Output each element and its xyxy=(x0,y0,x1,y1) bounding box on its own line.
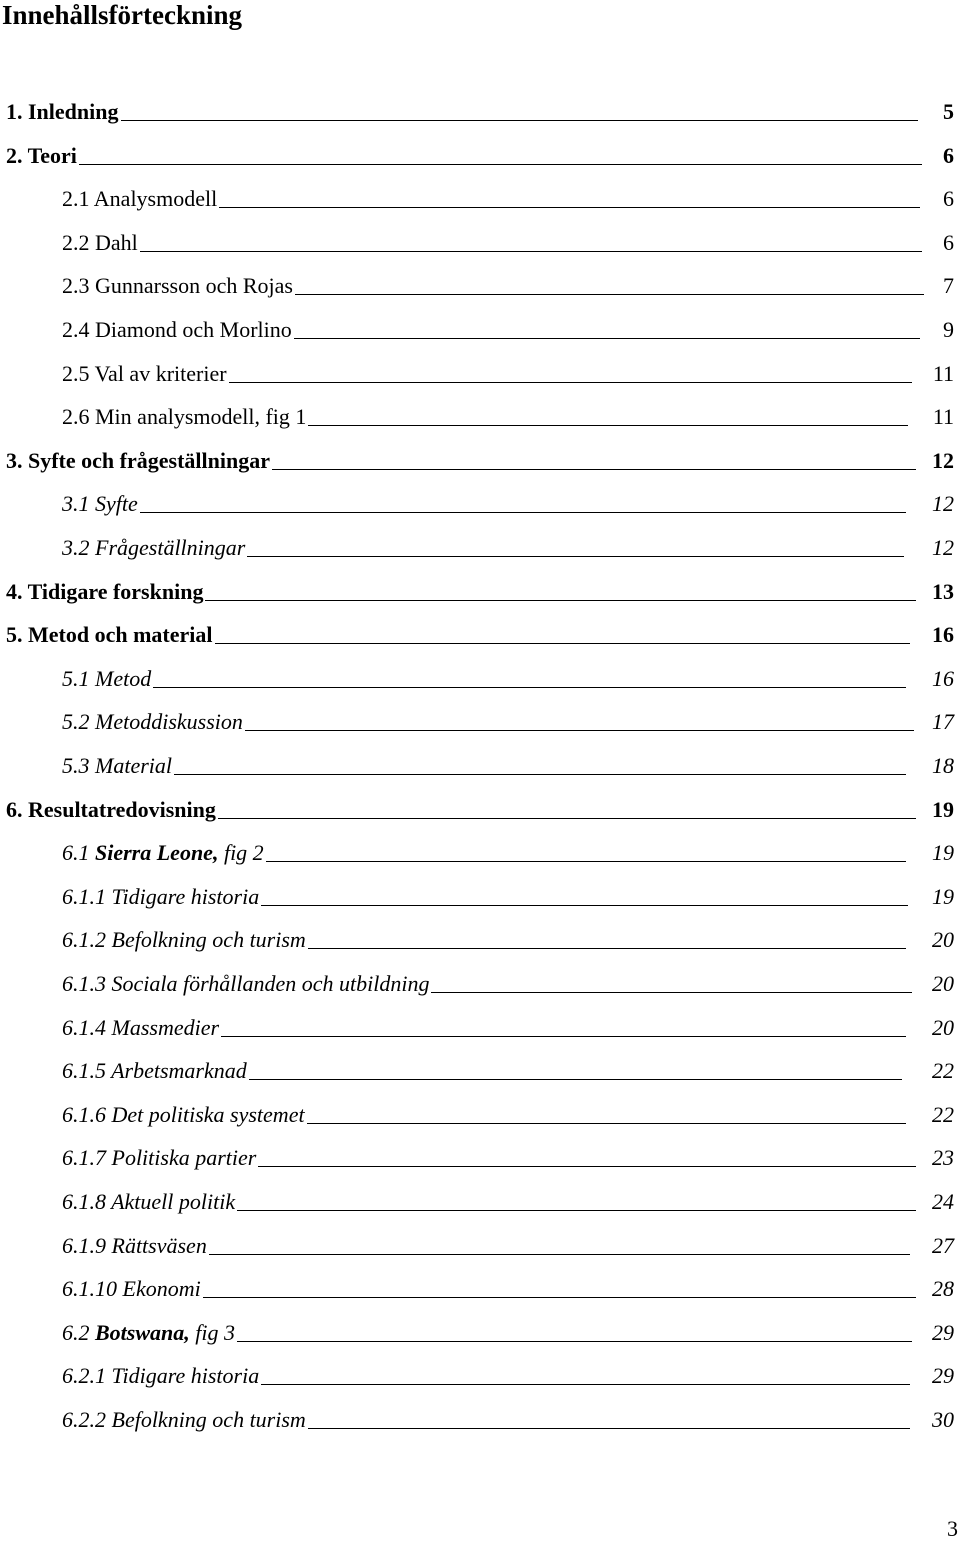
toc-entry[interactable] xyxy=(62,924,954,956)
toc-entry-page: 24 xyxy=(932,1189,954,1214)
toc-entry-label-suffix: fig 2 xyxy=(218,840,264,866)
toc-entry-label: 1. Inledning xyxy=(6,99,119,124)
toc-entry-leader xyxy=(266,861,906,862)
toc-entry-leader xyxy=(247,556,904,557)
toc-entry-label: 6.1.2 Befolkning och turism xyxy=(62,927,306,953)
toc-entry-page: 22 xyxy=(932,1101,954,1127)
toc-entry-label: 6.1.7 Politiska partier xyxy=(62,1145,257,1171)
toc-entry-page: 20 xyxy=(932,1014,954,1040)
toc-entry[interactable] xyxy=(62,750,954,782)
toc-entry[interactable] xyxy=(62,1230,954,1262)
toc-entry[interactable] xyxy=(62,1055,954,1087)
toc-entry-page: 27 xyxy=(932,1232,954,1258)
toc-entry-leader xyxy=(237,1210,916,1211)
toc-entry-page: 11 xyxy=(932,360,954,386)
toc-entry-label: 6.2.1 Tidigare historia xyxy=(62,1363,260,1389)
toc-entry[interactable] xyxy=(6,576,954,608)
toc-entry-label: 6.1.10 Ekonomi xyxy=(62,1276,201,1302)
toc-entry[interactable] xyxy=(62,881,954,913)
toc-entry-label: 2.3 Gunnarsson och Rojas xyxy=(62,273,293,299)
toc-entry-leader xyxy=(219,207,920,208)
toc-entry[interactable] xyxy=(62,183,954,215)
toc-entry-leader xyxy=(205,600,916,601)
toc-entry-leader xyxy=(229,382,912,383)
toc-entry-label: 2.6 Min analysmodell, fig 1 xyxy=(62,404,307,430)
toc-entry-page: 16 xyxy=(932,622,954,648)
toc-entry[interactable] xyxy=(62,401,954,433)
toc-entry-label-emphasis: Botswana, xyxy=(95,1319,190,1345)
toc-entry[interactable] xyxy=(62,1012,954,1044)
toc-entry-page: 30 xyxy=(932,1407,954,1432)
toc-entry-label-suffix: fig 3 xyxy=(189,1319,235,1345)
toc-entry-page: 6 xyxy=(943,229,954,255)
toc-entry-label: 6.1.4 Massmedier xyxy=(62,1014,220,1040)
toc-entry-leader xyxy=(209,1254,910,1255)
toc-entry-leader xyxy=(79,164,922,165)
toc-entry-leader xyxy=(174,774,906,775)
toc-entry-page: 19 xyxy=(932,840,954,866)
toc-entry-label: 5. Metod och material xyxy=(6,622,213,648)
toc-entry-page: 22 xyxy=(932,1058,954,1084)
toc-entry-label: 2.4 Diamond och Morlino xyxy=(62,317,292,342)
toc-entry-leader xyxy=(153,687,906,688)
toc-entry-label-prefix: 6.1 xyxy=(62,840,95,866)
toc-entry-leader xyxy=(140,512,906,513)
toc-entry-leader xyxy=(215,643,911,644)
toc-entry-page: 5 xyxy=(943,99,954,124)
toc-entry-page: 6 xyxy=(943,142,954,168)
toc-entry-page: 6 xyxy=(943,186,954,212)
toc-entry-label: 2.2 Dahl xyxy=(62,229,138,255)
toc-entry-label: 5.2 Metoddiskussion xyxy=(62,709,243,735)
toc-entry-label: 6.1.8 Aktuell politik xyxy=(62,1189,236,1214)
toc-entry-leader xyxy=(249,1079,902,1080)
toc-entry[interactable] xyxy=(62,1273,954,1305)
toc-entry-page: 19 xyxy=(932,796,954,822)
toc-entry-leader xyxy=(261,905,908,906)
toc-entry[interactable] xyxy=(62,227,954,259)
toc-entry-leader xyxy=(218,818,916,819)
toc-entry[interactable] xyxy=(62,314,954,346)
toc-entry-leader xyxy=(431,992,912,993)
toc-entry[interactable] xyxy=(62,1404,954,1436)
toc-entry-page: 9 xyxy=(943,317,954,342)
toc-entry-leader xyxy=(221,1036,906,1037)
toc-entry-leader xyxy=(308,1428,910,1429)
toc-entry-page: 20 xyxy=(932,971,954,996)
toc-entry-page: 11 xyxy=(932,404,954,430)
toc-entry-label: 6. Resultatredovisning xyxy=(6,796,216,822)
toc-entry-label xyxy=(62,837,264,869)
toc-entry-leader xyxy=(258,1166,916,1167)
toc-entry[interactable] xyxy=(62,706,954,738)
toc-entry-page: 29 xyxy=(932,1319,954,1345)
toc-entry-page: 17 xyxy=(932,709,954,735)
toc-entry[interactable] xyxy=(6,140,954,172)
toc-entry-label: 3. Syfte och frågeställningar xyxy=(6,447,270,473)
toc-entry-leader xyxy=(203,1297,916,1298)
toc-entry-label: 2.1 Analysmodell xyxy=(62,186,218,212)
toc-entry-leader xyxy=(272,469,916,470)
toc-entry-label: 5.1 Metod xyxy=(62,665,152,691)
toc-entry-leader xyxy=(308,948,906,949)
toc-entry-page: 12 xyxy=(932,491,954,517)
toc-entry[interactable] xyxy=(62,1099,954,1131)
toc-entry[interactable] xyxy=(62,837,954,869)
toc-entry-label xyxy=(62,1317,235,1349)
toc-entry-label: 5.3 Material xyxy=(62,753,172,778)
toc-entry[interactable] xyxy=(6,794,954,826)
toc-entry[interactable] xyxy=(6,445,954,477)
toc-entry-page: 7 xyxy=(943,273,954,299)
toc-entry-label-prefix: 6.2 xyxy=(62,1319,95,1345)
toc-entry-leader xyxy=(307,1123,906,1124)
toc-entry-page: 16 xyxy=(932,665,954,691)
page-title: Innehållsförteckning xyxy=(2,0,243,30)
toc-entry-leader xyxy=(294,338,920,339)
toc-entry-page: 28 xyxy=(932,1276,954,1302)
toc-entry-label: 6.1.3 Sociala förhållanden och utbildning xyxy=(62,971,430,996)
toc-entry-page: 20 xyxy=(932,927,954,953)
toc-entry[interactable] xyxy=(62,1142,954,1174)
toc-entry-page: 29 xyxy=(932,1363,954,1389)
toc-entry[interactable] xyxy=(62,968,954,1000)
toc-entry-label: 6.1.6 Det politiska systemet xyxy=(62,1101,305,1127)
toc-entry-page: 18 xyxy=(932,753,954,778)
toc-entry-leader xyxy=(308,425,908,426)
toc-entry[interactable] xyxy=(62,1317,954,1349)
toc-entry-label: 4. Tidigare forskning xyxy=(6,578,204,604)
toc-entry-label: 2.5 Val av kriterier xyxy=(62,360,227,386)
toc-entry[interactable] xyxy=(6,619,954,651)
toc-entry-label: 6.1.1 Tidigare historia xyxy=(62,883,260,909)
toc-entry-label-emphasis: Sierra Leone, xyxy=(95,840,219,866)
toc-entry-label: 2. Teori xyxy=(6,142,77,168)
toc-entry[interactable] xyxy=(62,663,954,695)
toc-entry-label: 6.1.5 Arbetsmarknad xyxy=(62,1058,247,1084)
toc-entry[interactable] xyxy=(62,532,954,564)
toc-entry[interactable] xyxy=(62,1186,954,1218)
toc-entry-leader xyxy=(295,294,924,295)
toc-entry-leader xyxy=(261,1384,910,1385)
toc-entry[interactable] xyxy=(62,358,954,390)
toc-entry-label: 3.2 Frågeställningar xyxy=(62,535,246,560)
toc-entry[interactable] xyxy=(62,270,954,302)
page-number: 3 xyxy=(947,1516,958,1541)
toc-entry-label: 6.1.9 Rättsväsen xyxy=(62,1232,207,1258)
toc-entry[interactable] xyxy=(62,1360,954,1392)
toc-entry-leader xyxy=(121,120,919,121)
toc-entry-label: 3.1 Syfte xyxy=(62,491,138,517)
toc-entry-page: 23 xyxy=(932,1145,954,1171)
toc-entry-page: 12 xyxy=(932,535,954,560)
toc-entry-leader xyxy=(245,730,914,731)
toc-entry-page: 13 xyxy=(932,578,954,604)
toc-entry[interactable] xyxy=(62,488,954,520)
toc-entry-leader xyxy=(237,1341,912,1342)
toc-entry-page: 19 xyxy=(932,883,954,909)
toc-entry-leader xyxy=(140,251,922,252)
toc-entry-page: 12 xyxy=(932,447,954,473)
toc-entry[interactable] xyxy=(6,96,954,128)
toc-entry-label: 6.2.2 Befolkning och turism xyxy=(62,1407,306,1432)
